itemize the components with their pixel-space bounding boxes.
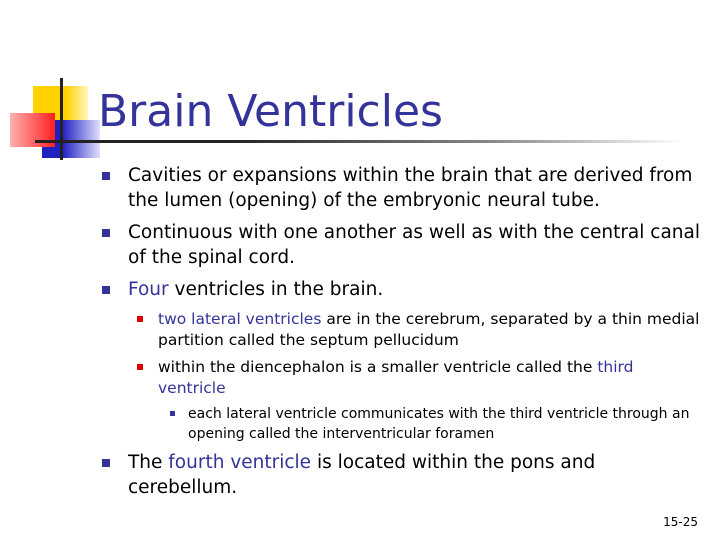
bullet (100, 220, 700, 270)
highlight-text: two lateral ventricles (158, 310, 322, 328)
highlight-text: third ventricle (158, 358, 634, 397)
bullet (100, 450, 700, 500)
bullet-text: ventricles in the brain. (168, 279, 384, 300)
bullet-text: Cavities or expansions within the brain that are derived from the lumen (opening) of the embryonic neural tube. (128, 165, 693, 211)
bullet-text: within the diencephalon is a smaller ventricle called the (158, 358, 598, 376)
bullet (100, 163, 700, 213)
sub-sub-bullet (100, 405, 700, 444)
bullet-icon (102, 286, 110, 294)
bullet-text: is located within the pons and cerebellum. (128, 452, 596, 498)
highlight-text: fourth ventricle (168, 452, 312, 473)
decor-vertical-line (60, 78, 63, 160)
sub-bullet (100, 357, 700, 399)
bullet-icon (137, 364, 143, 370)
highlight-text: Four (128, 279, 169, 300)
page-number: 15-25 (663, 515, 698, 529)
bullet-icon (137, 316, 143, 322)
sub-bullet (100, 309, 700, 351)
bullet-icon (102, 459, 110, 467)
bullet-text: The (128, 452, 169, 473)
title-underline (35, 140, 685, 143)
bullet-icon (102, 172, 110, 180)
slide-body (100, 163, 700, 507)
bullet (100, 277, 700, 302)
slide-title: Brain Ventricles (98, 86, 443, 137)
bullet-text: each lateral ventricle communicates with the third ventricle through an opening called the interventricular foramen (188, 406, 690, 442)
bullet-text: Continuous with one another as well as with the central canal of the spinal cord. (128, 222, 700, 268)
bullet-text: are in the cerebrum, separated by a thin medial partition called the septum pellucidum (158, 310, 700, 349)
bullet-icon (102, 229, 110, 237)
bullet-icon (170, 411, 175, 416)
